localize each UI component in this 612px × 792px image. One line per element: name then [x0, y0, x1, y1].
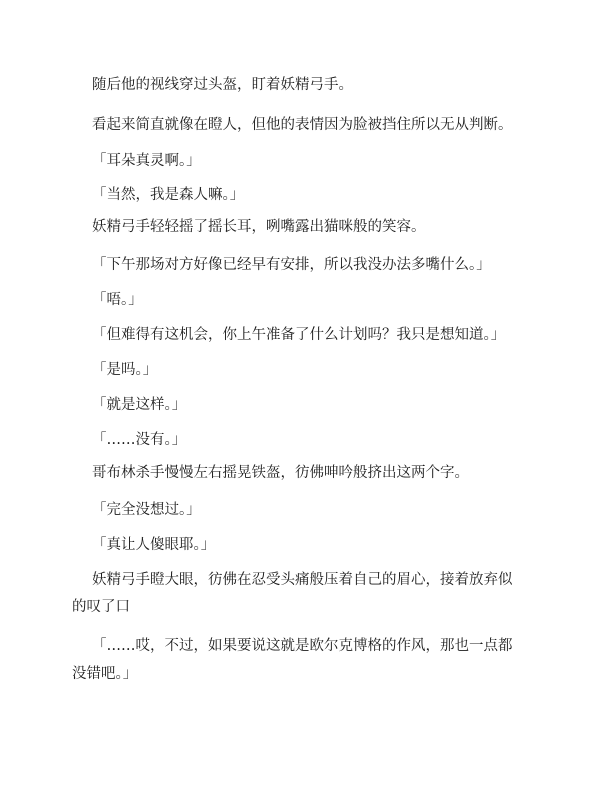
- dialogue-3: 「下午那场对方好像已经早有安排，所以我没办法多嘴什么。」: [92, 257, 491, 273]
- dialogue-4: 「唔。」: [92, 292, 143, 308]
- dialogue-11-line-2: 没错吧。」: [72, 666, 138, 682]
- dialogue-6: 「是吗。」: [92, 362, 158, 378]
- dialogue-8: 「……没有。」: [92, 432, 187, 448]
- paragraph-5-line-2: 的叹了口: [72, 599, 130, 615]
- dialogue-5: 「但难得有这机会，你上午准备了什么计划吗？我只是想知道。」: [92, 327, 506, 343]
- dialogue-9: 「完全没想过。」: [92, 502, 201, 518]
- paragraph-1: 随后他的视线穿过头盔，盯着妖精弓手。: [92, 77, 353, 93]
- dialogue-2: 「当然，我是森人嘛。」: [92, 187, 245, 203]
- dialogue-11-line-1: 「……哎，不过，如果要说这就是欧尔克博格的作风，那也一点都: [92, 638, 513, 654]
- paragraph-5-line-1: 妖精弓手瞪大眼，彷佛在忍受头痛般压着自己的眉心，接着放弃似: [92, 572, 513, 588]
- dialogue-1: 「耳朵真灵啊。」: [92, 153, 201, 169]
- paragraph-2: 看起来简直就像在瞪人，但他的表情因为脸被挡住所以无从判断。: [92, 117, 513, 133]
- paragraph-4: 哥布林杀手慢慢左右摇晃铁盔，彷佛呻吟般挤出这两个字。: [92, 465, 469, 481]
- dialogue-10: 「真让人傻眼耶。」: [92, 537, 216, 553]
- dialogue-7: 「就是这样。」: [92, 397, 187, 413]
- paragraph-3: 妖精弓手轻轻摇了摇长耳，咧嘴露出猫咪般的笑容。: [92, 219, 426, 235]
